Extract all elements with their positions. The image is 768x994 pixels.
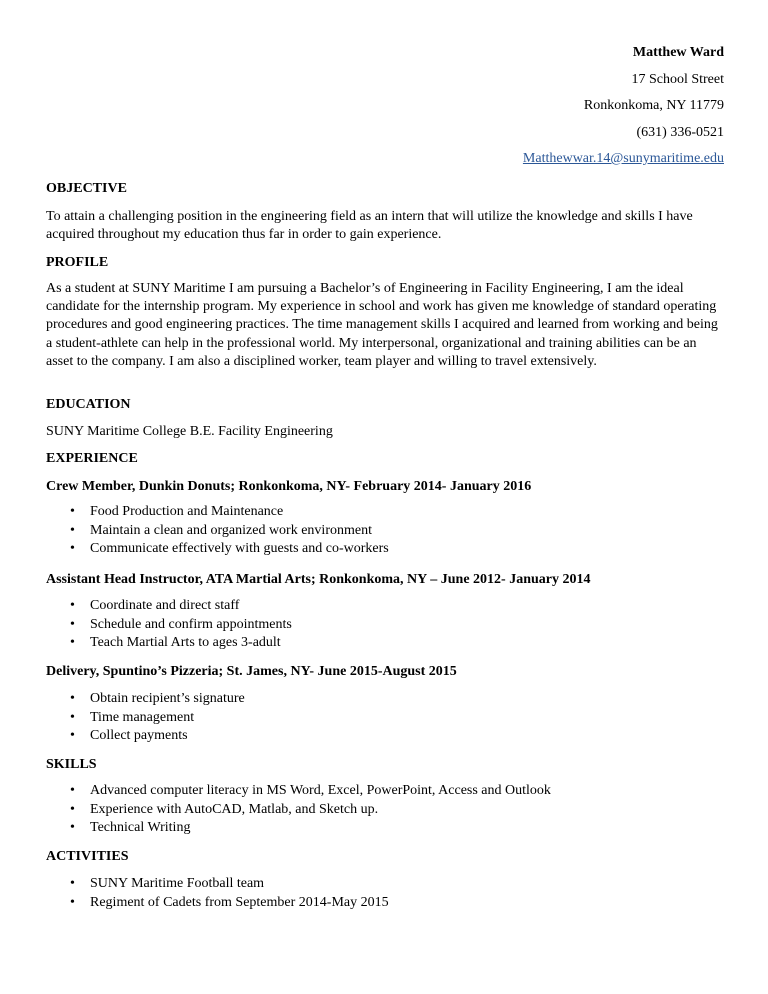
list-item: • Experience with AutoCAD, Matlab, and Sketch up.	[46, 801, 724, 820]
objective-heading: OBJECTIVE	[46, 181, 127, 196]
activities-list	[46, 875, 724, 912]
list-item: • Maintain a clean and organized work environment	[46, 522, 724, 541]
experience-heading: EXPERIENCE	[46, 451, 138, 466]
education-heading: EDUCATION	[46, 397, 131, 412]
job-title: Delivery, Spuntino’s Pizzeria; St. James, NY- June 2015-August 2015	[46, 664, 457, 679]
education-text: SUNY Maritime College B.E. Facility Engineering	[46, 424, 333, 439]
list-item: • Obtain recipient’s signature	[46, 690, 724, 709]
list-item: • Teach Martial Arts to ages 3-adult	[46, 634, 724, 653]
activities-heading: ACTIVITIES	[46, 849, 129, 864]
list-item: • Food Production and Maintenance	[46, 503, 724, 522]
profile-text: As a student at SUNY Maritime I am pursuing a Bachelor’s of Engineering in Facility Engineering, I am the ideal candidate for the internship program. My experience in school and work has given me knowledge of standard operating procedures and good engineering practices. The time management skills I acquired and learned from working and being a student-athlete can help in the professional world. My interpersonal, organizational and training abilities can be an asset to the company. I am also a disciplined worker, team player and willing to travel extensively.	[46, 281, 718, 369]
list-item: • Collect payments	[46, 727, 724, 746]
skills-heading: SKILLS	[46, 757, 97, 772]
job-title: Crew Member, Dunkin Donuts; Ronkonkoma, NY- February 2014- January 2016	[46, 479, 532, 494]
job-duties-list	[46, 597, 724, 653]
list-item: • Coordinate and direct staff	[46, 597, 724, 616]
objective-text: To attain a challenging position in the engineering field as an intern that will utilize the knowledge and skills I have acquired throughout my education thus far in order to gain experience.	[46, 209, 693, 243]
contact-city: Ronkonkoma, NY 11779	[583, 98, 724, 113]
skills-list	[46, 782, 724, 838]
contact-name: Matthew Ward	[632, 45, 724, 60]
list-item: • Communicate effectively with guests and co-workers	[46, 540, 724, 559]
contact-address: 17 School Street	[631, 71, 724, 87]
list-item: • Schedule and confirm appointments	[46, 616, 724, 635]
list-item: • Time management	[46, 709, 724, 728]
list-item: • SUNY Maritime Football team	[46, 875, 724, 894]
list-item: • Technical Writing	[46, 819, 724, 838]
contact-email-link[interactable]: Matthewwar.14@sunymaritime.edu	[522, 151, 724, 166]
job-duties-list	[46, 690, 724, 746]
list-item: • Regiment of Cadets from September 2014-May 2015	[46, 894, 724, 913]
profile-heading: PROFILE	[46, 255, 109, 270]
contact-block	[523, 44, 724, 177]
list-item: • Advanced computer literacy in MS Word, Excel, PowerPoint, Access and Outlook	[46, 782, 724, 801]
job-title: Assistant Head Instructor, ATA Martial Arts; Ronkonkoma, NY – June 2012- January 2014	[46, 572, 591, 587]
job-duties-list	[46, 503, 724, 559]
contact-phone: (631) 336-0521	[636, 124, 724, 140]
